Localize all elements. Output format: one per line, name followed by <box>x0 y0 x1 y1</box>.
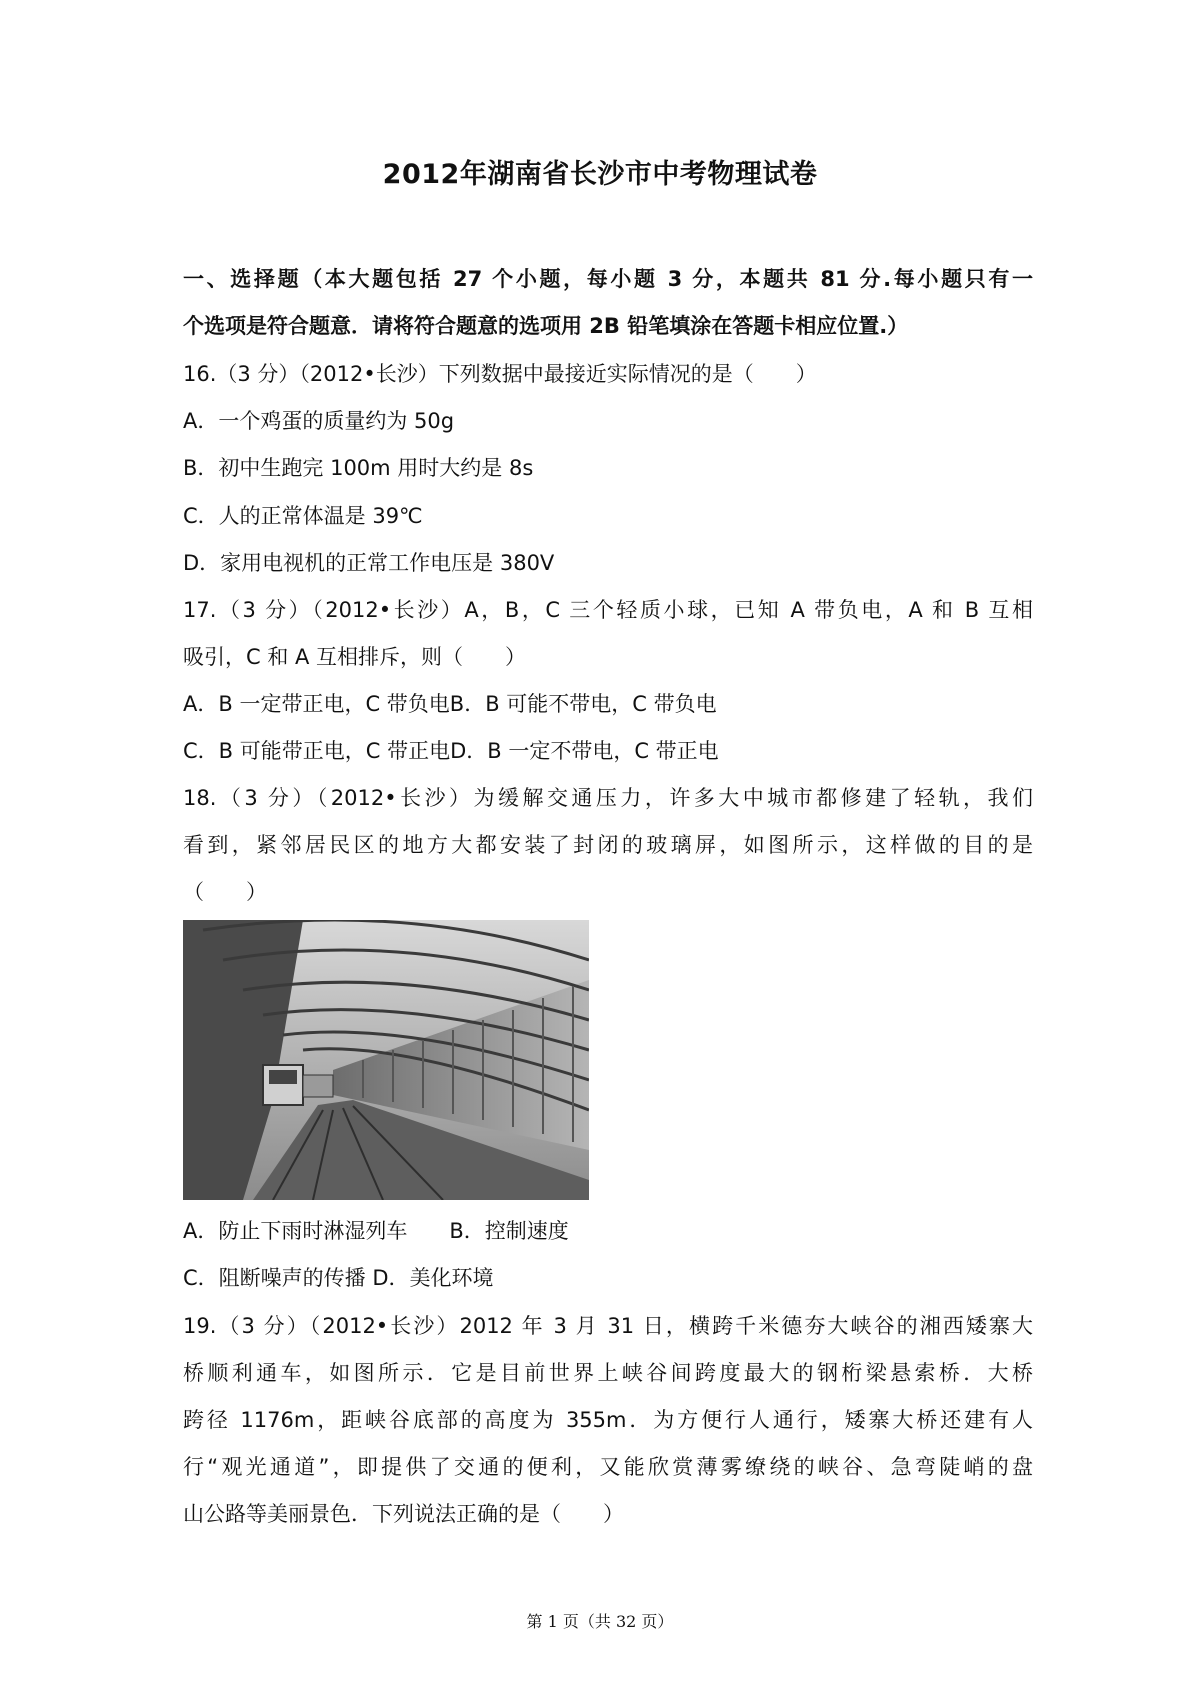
page-title: 2012年湖南省长沙市中考物理试卷 <box>382 159 818 190</box>
question-16-option-d: D．家用电视机的正常工作电压是 380V <box>183 551 555 575</box>
question-17-options-ab: A．B 一定带正电，C 带负电B．B 可能不带电，C 带负电 <box>183 692 717 716</box>
question-16-stem: 16.（3 分）（2012•长沙）下列数据中最接近实际情况的是（ ） <box>183 362 817 386</box>
question-19-stem-line-3: 跨径 1176m，距峡谷底部的高度为 355m．为方便行人通行，矮寨大桥还建有人 <box>183 1408 1033 1432</box>
question-19-stem-line-2: 桥顺利通车，如图所示．它是目前世界上峡谷间跨度最大的钢桁梁悬索桥．大桥 <box>183 1361 1033 1385</box>
question-18-options-ab <box>183 1215 1033 1245</box>
question-17-options-cd: C．B 可能带正电，C 带正电D．B 一定不带电，C 带正电 <box>183 739 719 763</box>
question-16-option-b: B．初中生跑完 100m 用时大约是 8s <box>183 456 534 480</box>
question-18-options-cd: C．阻断噪声的传播 D．美化环境 <box>183 1266 494 1290</box>
question-18-option-b: B．控制速度 <box>449 1219 569 1243</box>
question-18-stem-line-1: 18.（3 分）（2012•长沙）为缓解交通压力，许多大中城市都修建了轻轨，我们 <box>183 786 1033 810</box>
question-18-stem-line-2: 看到，紧邻居民区的地方大都安装了封闭的玻璃屏，如图所示，这样做的目的是 <box>183 833 1033 857</box>
question-17-stem-line-1: 17.（3 分）（2012•长沙）A，B，C 三个轻质小球，已知 A 带负电，A 和 B 互相 <box>183 598 1033 622</box>
question-16-option-a: A．一个鸡蛋的质量约为 50g <box>183 409 455 433</box>
page-footer: 第 1 页（共 32 页） <box>526 1612 674 1631</box>
question-19-stem-line-4: 行“观光通道”，即提供了交通的便利，又能欣赏薄雾缭绕的峡谷、急弯陡峭的盘 <box>183 1455 1033 1479</box>
question-19-stem-line-1: 19.（3 分）（2012•长沙）2012 年 3 月 31 日，横跨千米德夯大峡谷的湘西矮寨大 <box>183 1314 1033 1338</box>
section-heading-line-2: 个选项是符合题意．请将符合题意的选项用 2B 铅笔填涂在答题卡相应位置.） <box>183 314 909 338</box>
section-heading-line-1: 一、选择题（本大题包括 27 个小题，每小题 3 分，本题共 81 分.每小题只有一 <box>183 267 1033 291</box>
question-18-option-a: A．防止下雨时淋湿列车 <box>183 1219 408 1243</box>
question-16-option-c: C．人的正常体温是 39℃ <box>183 504 423 528</box>
question-19-stem-line-5: 山公路等美丽景色．下列说法正确的是（ ） <box>183 1502 624 1526</box>
question-17-stem-line-2: 吸引，C 和 A 互相排斥，则（ ） <box>183 645 527 669</box>
light-rail-glass-screen-photo <box>183 920 589 1200</box>
question-18-stem-line-3: （ ） <box>183 880 267 904</box>
